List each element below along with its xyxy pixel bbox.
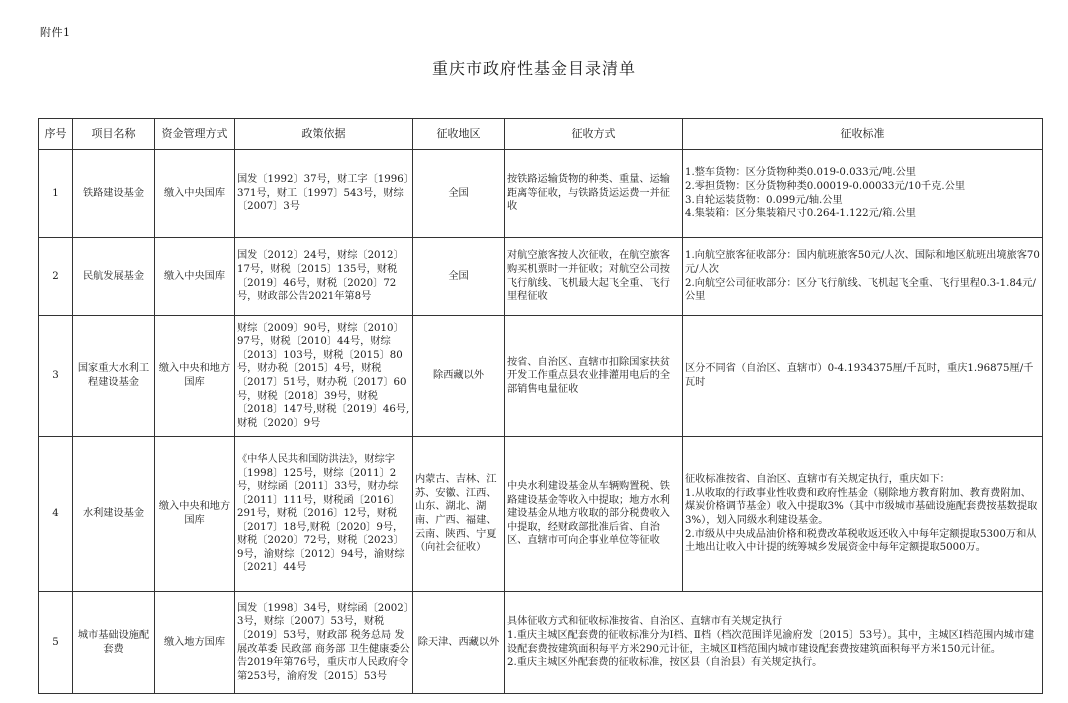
cell-region: 除天津、西藏以外	[413, 592, 505, 694]
cell-method: 按铁路运输货物的种类、重量、运输距离等征收，与铁路货运运费一并征收	[505, 150, 683, 238]
cell-region: 内蒙古、吉林、江苏、安徽、江西、山东、湖北、湖南、广西、福建、云南、陕西、宁夏（向社会征收）	[413, 437, 505, 592]
cell-method: 对航空旅客按人次征收，在航空旅客购买机票时一并征收；对航空公司按飞行航线、飞机最大起飞全重、飞行里程征收	[505, 238, 683, 316]
standard-line: 1.向航空旅客征收部分：国内航班旅客50元/人次、国际和地区航班出境旅客70元/人次	[685, 250, 1040, 275]
cell-method-standard	[505, 592, 1043, 694]
table-row	[39, 150, 1043, 238]
fund-catalog-table	[38, 118, 1043, 694]
standard-line: 1.从收取的行政事业性收费和政府性基金（剔除地方教育附加、教育费附加、煤炭价格调节基金）收入中提取3%（其中市级城市基础设施配套费按基数提取3%），划入同级水利建设基金。	[685, 487, 1038, 526]
cell-name: 水利建设基金	[73, 437, 155, 592]
table-header-row	[39, 119, 1043, 150]
standard-line: 区分不同省（自治区、直辖市）0-4.1934375厘/千瓦时，重庆1.96875厘/千瓦时	[685, 363, 1034, 388]
cell-management: 缴入中央国库	[155, 238, 235, 316]
standard-line: 征收标准按省、自治区、直辖市有关规定执行，重庆如下：	[685, 474, 950, 486]
standard-line: 1.重庆主城区配套费的征收标准分为Ⅰ档、Ⅱ档（档次范围详见渝府发〔2015〕53号）。其中，主城区Ⅰ档范围内城市建设配套费按建筑面积每平方米290元计征，主城区Ⅱ档范围内城市建设配套费按建筑面积每平方米150元计征。	[507, 629, 1035, 655]
cell-policy: 财综〔2009〕90号，财综〔2010〕97号，财税〔2010〕44号，财综〔2013〕103号，财税〔2015〕80号，财办税〔2015〕4号，财税〔2017〕51号，财办税〔2017〕60号，财税〔2018〕39号，财税〔2018〕147号,财税〔2019〕46号,财税〔2020〕9号	[235, 316, 413, 437]
cell-region: 全国	[413, 238, 505, 316]
cell-standard	[683, 150, 1043, 238]
cell-no: 5	[39, 592, 73, 694]
cell-policy: 国发〔1998〕34号，财综函〔2002〕3号，财综〔2007〕53号，财税〔2019〕53号，财政部 税务总局 发展改革委 民政部 商务部 卫生健康委公告2019年第76号，重庆市人民政府令第253号，渝府发〔2015〕53号	[235, 592, 413, 694]
cell-name: 民航发展基金	[73, 238, 155, 316]
standard-line: 2.零担货物：区分货物种类0.00019-0.00033元/10千克.公里	[685, 180, 966, 192]
standard-line: 2.市级从中央成品油价格和税费改革税收返还收入中每年定额提取5300万和从土地出让收入中计提的统筹城乡发展资金中每年定额提取5000万。	[685, 528, 1037, 554]
cell-name: 铁路建设基金	[73, 150, 155, 238]
cell-no: 3	[39, 316, 73, 437]
cell-policy: 国发〔2012〕24号，财综〔2012〕17号，财税〔2015〕135号，财税〔2019〕46号，财税〔2020〕72号，财政部公告2021年第8号	[235, 238, 413, 316]
standard-line: 具体征收方式和征收标准按省、自治区、直辖市有关规定执行	[507, 616, 783, 628]
header-no: 序号	[39, 119, 73, 150]
standard-line: 3.自轮运装货物：0.099元/轴.公里	[685, 194, 843, 206]
cell-no: 4	[39, 437, 73, 592]
cell-region: 除西藏以外	[413, 316, 505, 437]
cell-standard	[683, 238, 1043, 316]
cell-name: 国家重大水利工程建设基金	[73, 316, 155, 437]
table-row	[39, 238, 1043, 316]
cell-management: 缴入中央和地方国库	[155, 316, 235, 437]
cell-method: 中央水利建设基金从车辆购置税、铁路建设基金等收入中提取；地方水利建设基金从地方收取的部分税费收入中提取，经财政部批准后省、自治区、直辖市可向企事业单位等征收	[505, 437, 683, 592]
standard-line: 2.向航空公司征收部分：区分飞行航线、飞机起飞全重、飞行里程0.3-1.84元/公里	[685, 277, 1036, 303]
cell-management: 缴入中央国库	[155, 150, 235, 238]
header-name: 项目名称	[73, 119, 155, 150]
standard-line: 4.集装箱：区分集装箱尺寸0.264-1.122元/箱.公里	[685, 208, 916, 220]
cell-standard	[683, 437, 1043, 592]
cell-region: 全国	[413, 150, 505, 238]
standard-line: 1.整车货物：区分货物种类0.019-0.033元/吨.公里	[685, 167, 916, 179]
cell-name: 城市基础设施配套费	[73, 592, 155, 694]
header-standard: 征收标准	[683, 119, 1043, 150]
document-title: 重庆市政府性基金目录清单	[431, 59, 636, 78]
attachment-label: 附件1	[40, 26, 71, 39]
table-row	[39, 437, 1043, 592]
cell-standard	[683, 316, 1043, 437]
standard-line: 2.重庆主城区外配套费的征收标准，按区县（自治县）有关规定执行。	[507, 657, 823, 669]
cell-method: 按省、自治区、直辖市扣除国家扶贫开发工作重点县农业排灌用电后的全部销售电量征收	[505, 316, 683, 437]
cell-policy: 《中华人民共和国防洪法》，财综字〔1998〕125号，财综〔2011〕2号，财综函〔2011〕33号，财办综〔2011〕111号，财税函〔2016〕291号，财税〔2016〕12号，财税〔2017〕18号,财税〔2020〕9号，财税〔2020〕72号，财税〔2023〕9号，渝财综〔2012〕94号，渝财综〔2021〕44号	[235, 437, 413, 592]
header-method: 征收方式	[505, 119, 683, 150]
cell-no: 1	[39, 150, 73, 238]
cell-no: 2	[39, 238, 73, 316]
cell-management: 缴入地方国库	[155, 592, 235, 694]
cell-policy: 国发〔1992〕37号，财工字〔1996〕371号，财工〔1997〕543号，财综〔2007〕3号	[235, 150, 413, 238]
cell-management: 缴入中央和地方国库	[155, 437, 235, 592]
header-policy: 政策依据	[235, 119, 413, 150]
header-management: 资金管理方式	[155, 119, 235, 150]
table-row	[39, 316, 1043, 437]
header-region: 征收地区	[413, 119, 505, 150]
table-row	[39, 592, 1043, 694]
